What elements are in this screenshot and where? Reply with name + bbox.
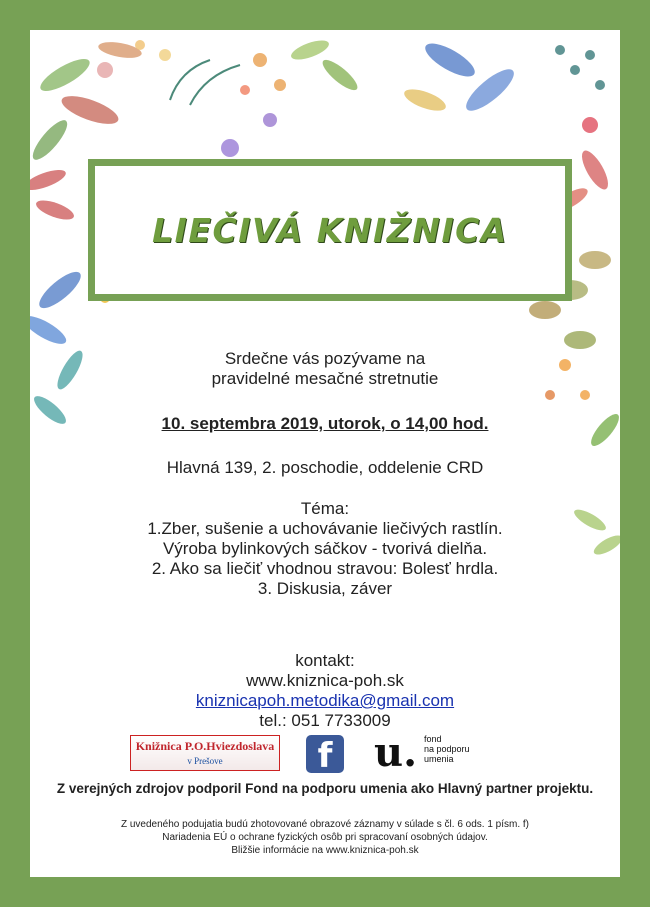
- fond-logo-text: [424, 734, 470, 764]
- library-logo-place: v Prešove: [187, 756, 223, 766]
- website-link[interactable]: www.kniznica-poh.sk: [246, 671, 404, 690]
- partner-statement: Z verejných zdrojov podporil Fond na podporu umenia ako Hlavný partner projektu.: [56, 781, 594, 796]
- invite-line: pravidelné mesačné stretnutie: [211, 369, 439, 388]
- topic-section: [30, 499, 620, 599]
- title-box: [88, 159, 572, 301]
- topic-item: 3. Diskusia, záver: [257, 579, 393, 598]
- library-logo[interactable]: [130, 735, 280, 771]
- legal-notice: [30, 818, 620, 857]
- topic-label: Téma:: [300, 499, 350, 518]
- fond-logo-line: na podporu: [424, 744, 470, 754]
- phone-number: tel.: 051 7733009: [259, 711, 391, 730]
- contact-section: [30, 651, 620, 731]
- page-title: LIEČIVÁ KNIŽNICA: [152, 210, 508, 250]
- topic-item: Výroba bylinkových sáčkov - tvorivá dielňa.: [162, 539, 488, 558]
- legal-line: Z uvedeného podujatia budú zhotovované obrazové záznamy v súlade s čl. 6 ods. 1 písm. f): [120, 819, 530, 830]
- library-logo-name: Knižnica P.O.Hviezdoslava: [135, 739, 275, 753]
- facebook-icon[interactable]: f: [306, 735, 344, 773]
- legal-line: Bližšie informácie na www.kniznica-poh.sk: [231, 845, 419, 856]
- leaf-cluster-top-left: [30, 39, 171, 164]
- fond-logo-icon: u.: [374, 729, 418, 776]
- fond-logo-line: umenia: [424, 754, 454, 764]
- logo-row: [30, 729, 620, 777]
- event-date: 10. septembra 2019, utorok, o 14,00 hod.: [161, 414, 489, 433]
- legal-line: Nariadenia EÚ o ochrane fyzických osôb pri spracovaní osobných údajov.: [162, 832, 488, 843]
- poster-inner: [30, 30, 620, 877]
- topic-item: 1.Zber, sušenie a uchovávanie liečivých rastlín.: [147, 519, 503, 538]
- fond-logo-line: fond: [424, 734, 442, 744]
- topic-item: 2. Ako sa liečiť vhodnou stravou: Bolesť hrdla.: [151, 559, 499, 578]
- invite-line: Srdečne vás pozývame na: [224, 349, 426, 368]
- email-link[interactable]: kniznicapoh.metodika@gmail.com: [195, 691, 455, 710]
- leaf-cluster-top-center: [170, 37, 361, 157]
- contact-label: kontakt:: [295, 651, 355, 670]
- event-address: Hlavná 139, 2. poschodie, oddelenie CRD: [166, 458, 484, 477]
- invite-text: [30, 349, 620, 389]
